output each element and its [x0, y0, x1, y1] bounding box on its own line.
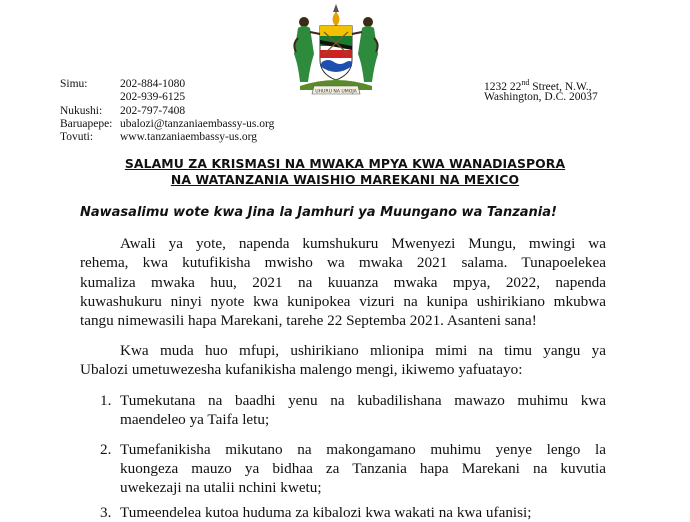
- phone-value: 202-884-1080: [120, 78, 186, 90]
- document-title-line-2: NA WATANZANIA WAISHIO MAREKANI NA MEXICO: [170, 172, 520, 187]
- emblem-motto: UHURU NA UMOJA: [315, 89, 357, 95]
- website-link[interactable]: www.tanzaniaembassy-us.org: [120, 131, 258, 143]
- list-item-line: Tumekutana na baadhi yenu na kubadilishana mawazo muhimu kwa: [120, 392, 606, 409]
- email-link[interactable]: ubalozi@tanzaniaembassy-us.org: [120, 118, 275, 130]
- list-item-line: uwekezaji na utalii nchini kwetu;: [120, 479, 322, 496]
- email-label: Baruapepe:: [60, 118, 113, 130]
- paragraph-2-line: Ubalozi umetuwezesha kufanikisha malengo mengi, ikiwemo yafuatayo:: [80, 361, 523, 378]
- list-number: 1.: [100, 392, 112, 409]
- website-label: Tovuti:: [60, 131, 94, 143]
- greeting: Nawasalimu wote kwa Jina la Jamhuri ya Muungano wa Tanzania!: [80, 205, 557, 220]
- paragraph-1-line: kumaliza mwaka huu, 2021 na kuuanza mwaka mpya, 2022, napenda: [80, 274, 606, 291]
- coat-of-arms-emblem: [280, 4, 392, 100]
- list-item-line: maendeleo ya Taifa letu;: [120, 411, 270, 428]
- list-item-line: Tumeendelea kutoa huduma za kibalozi kwa wakati na kwa ufanisi;: [120, 504, 532, 521]
- phone-value-2: 202-939-6125: [120, 91, 186, 103]
- paragraph-1-line: rehema, kwa kutufikisha mwisho wa mwaka 2021 salama. Tunapoelekea: [80, 254, 606, 271]
- city-address: Washington, D.C. 20037: [484, 91, 598, 103]
- fax-value: 202-797-7408: [120, 105, 186, 117]
- list-number: 2.: [100, 441, 112, 458]
- list-item-line: Tumefanikisha mikutano na makongamano muhimu yenye lengo la: [120, 441, 606, 458]
- fax-label: Nukushi:: [60, 105, 103, 117]
- list-number: 3.: [100, 504, 112, 521]
- street-address: 1232 22nd Street, N.W.,: [484, 78, 592, 93]
- list-item-line: kuongeza mauzo ya bidhaa za Tanzania hapa Marekani na kuvutia: [120, 460, 606, 477]
- paragraph-1-line: Awali ya yote, napenda kumshukuru Mwenyezi Mungu, mwingi wa: [120, 235, 606, 252]
- paragraph-2-line: Kwa muda huo mfupi, ushirikiano mlionipa mimi na timu yangu ya: [120, 342, 606, 359]
- paragraph-1-line: kuwashukuru ninyi nyote kwa kunipokea vizuri na kunipa ushirikiano mkubwa: [80, 293, 606, 310]
- paragraph-1-line: tangu nimewasili hapa Marekani, tarehe 22 Septemba 2021. Asanteni sana!: [80, 312, 537, 329]
- document-title-line-1: SALAMU ZA KRISMASI NA MWAKA MPYA KWA WANADIASPORA: [124, 156, 566, 171]
- phone-label: Simu:: [60, 78, 88, 90]
